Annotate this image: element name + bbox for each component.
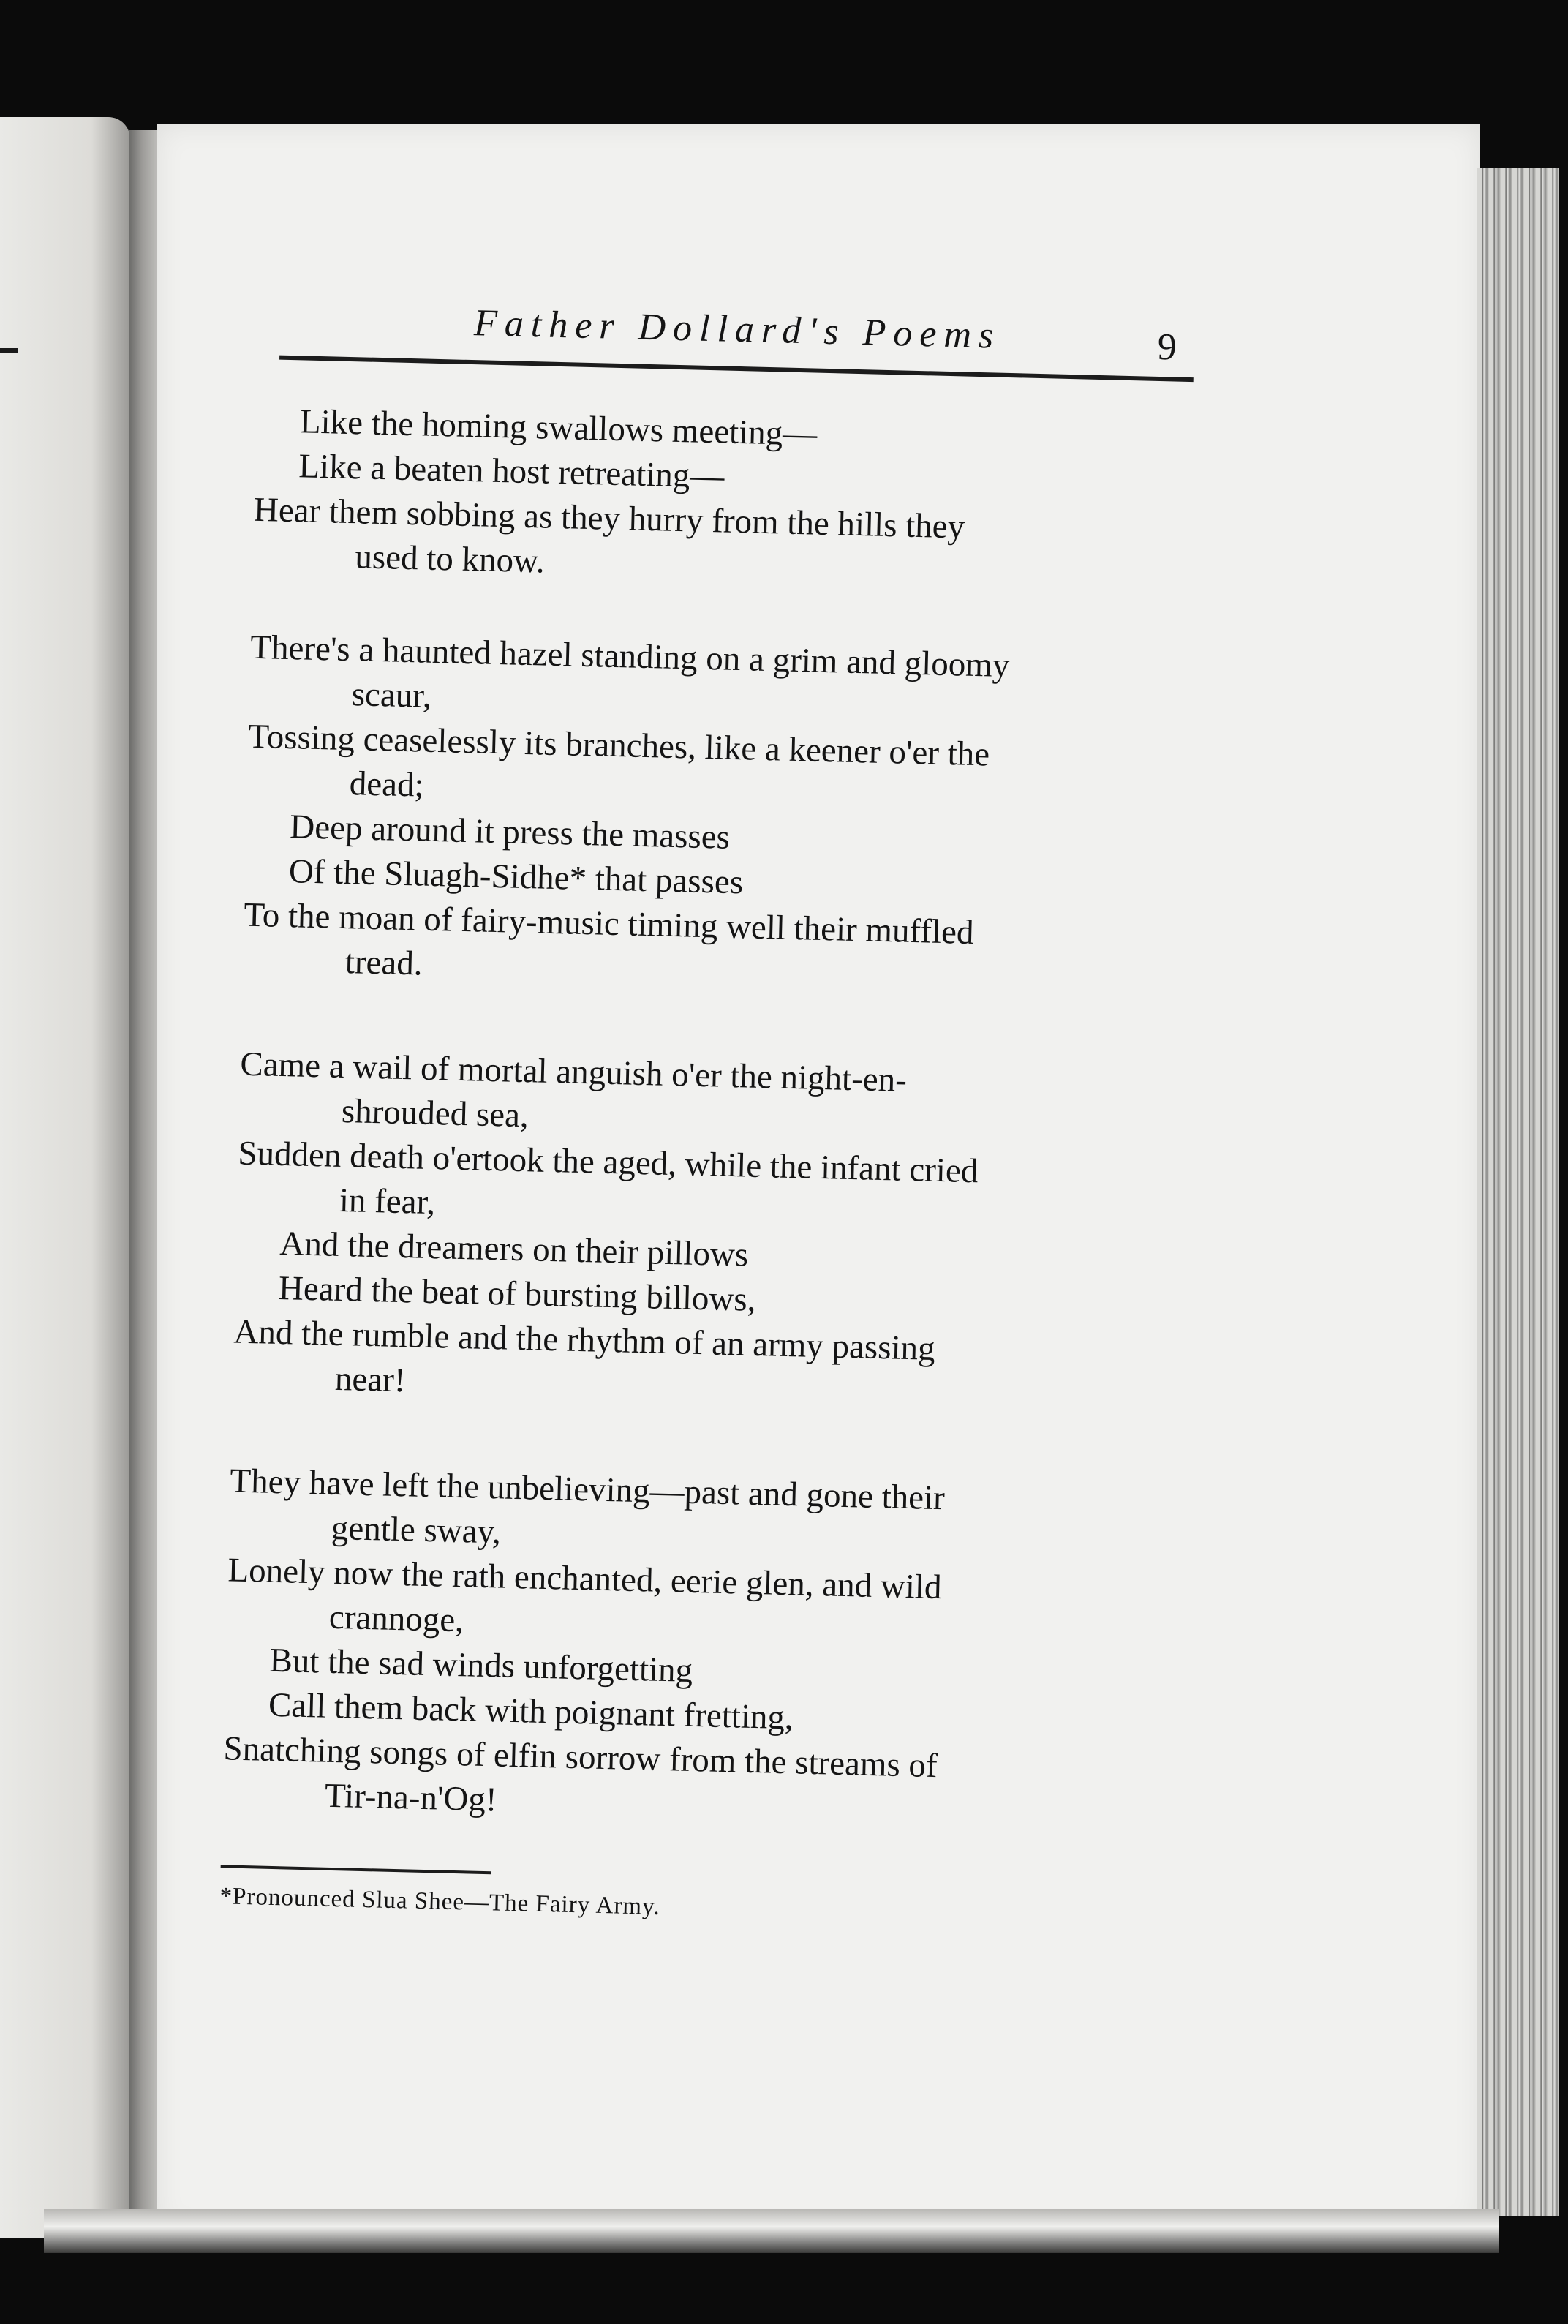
poem-line: Sudden death o'ertook the aged, while the infant cried — [237, 1134, 979, 1191]
running-title: Father Dollard's Poems — [473, 302, 1001, 357]
poem-line: Like a beaten host retreating— — [298, 447, 725, 496]
stanza — [252, 399, 1207, 601]
poem-line: Tir-na-n'Og! — [324, 1776, 498, 1819]
poem-line: Tossing ceaselessly its branches, like a keener o'er the — [247, 717, 990, 774]
poem-line: gentle sway, — [331, 1508, 502, 1552]
page-number: 9 — [1157, 326, 1177, 369]
footnote: *Pronounced Slua Shee—The Fairy Army. — [219, 1883, 661, 1920]
poem-line: There's a haunted hazel standing on a grim and gloomy — [249, 628, 1010, 685]
stanza — [242, 625, 1202, 1006]
stanza — [222, 1459, 1181, 1839]
poem-line: They have left the unbelieving—past and gone their — [229, 1462, 946, 1518]
poem-line: near! — [334, 1359, 407, 1400]
poem-line: shrouded sea, — [341, 1091, 529, 1135]
poem-line: Hear them sobbing as they hurry from the hills they — [253, 490, 965, 546]
footnote-rule — [221, 1865, 491, 1874]
poem-line: crannoge, — [328, 1598, 464, 1640]
poem-line: Came a wail of mortal anguish o'er the night-en- — [239, 1045, 908, 1099]
poem-line: And the rumble and the rhythm of an army passing — [233, 1312, 936, 1368]
poem-line: in fear, — [339, 1181, 436, 1222]
poem-line: Like the homing swallows meeting— — [299, 402, 818, 454]
poem-line: Lonely now the rath enchanted, eerie glen, and wild — [227, 1551, 943, 1607]
poem-line: scaur, — [351, 675, 432, 715]
poem-line: Deep around it press the masses — [289, 808, 731, 857]
facing-page-mark — [0, 348, 18, 353]
poem-line: used to know. — [354, 538, 546, 581]
poem-line: Snatching songs of elfin sorrow from the streams of — [222, 1729, 938, 1786]
poem-line: Call them back with poignant fretting, — [268, 1685, 794, 1737]
poem-line: But the sad winds unforgetting — [268, 1641, 693, 1690]
poem-line: Heard the beat of bursting billows, — [278, 1268, 757, 1319]
stanza — [232, 1042, 1191, 1423]
poem-line: To the moan of fairy-music timing well their muffled — [243, 895, 975, 952]
poem-line: And the dreamers on their pillows — [279, 1224, 749, 1274]
poem-line: Of the Sluagh-Sidhe* that passes — [288, 852, 744, 902]
poem-line: tread. — [344, 943, 423, 983]
poem-line: dead; — [349, 764, 425, 805]
